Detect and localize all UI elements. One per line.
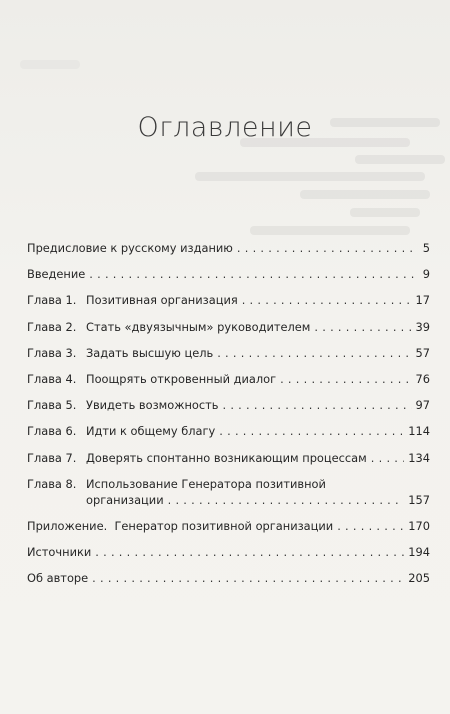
- dot-leader: [223, 397, 412, 413]
- toc-entry-body: [27, 266, 430, 282]
- toc-entry-body: [86, 345, 430, 361]
- toc-entry-page: 76: [415, 371, 430, 386]
- toc-entry-body: [86, 476, 430, 508]
- dot-leader: [168, 492, 405, 508]
- toc-entry-body: [86, 319, 430, 335]
- toc-entry-label: Глава 8.: [27, 476, 77, 491]
- toc-entry-chapter-7[interactable]: [27, 450, 430, 466]
- toc-entry-title: Поощрять откровенный диалог: [86, 371, 277, 386]
- toc-entry-label: Глава 7.: [27, 450, 77, 465]
- toc-entry-chapter-1[interactable]: [27, 292, 430, 308]
- dot-leader: [371, 450, 404, 466]
- toc-entry-body: [86, 292, 430, 308]
- toc-entry-page: 57: [415, 345, 430, 360]
- toc-entry-label: Глава 6.: [27, 424, 77, 439]
- toc-entry-preface[interactable]: [27, 240, 430, 256]
- toc-entry-body: [86, 397, 430, 413]
- toc-entry-label: Глава 1.: [27, 293, 77, 308]
- toc-entry-label: Глава 2.: [27, 319, 77, 334]
- toc-entry-page: 5: [422, 241, 430, 255]
- toc-entry-page: 134: [408, 450, 430, 465]
- toc-entry-title: Идти к общему благу: [86, 424, 216, 439]
- toc-entry-chapter-2[interactable]: [27, 319, 430, 335]
- toc-entry-body: [27, 544, 430, 560]
- toc-entry-sources[interactable]: [27, 544, 430, 560]
- dot-leader: [314, 319, 411, 335]
- toc-entry-title: Об авторе: [27, 571, 89, 586]
- toc-entry-page: 157: [408, 492, 430, 507]
- toc-entry-label: Глава 4.: [27, 371, 77, 386]
- toc-entry-title: Стать «двуязычным» руководителем: [86, 319, 311, 334]
- toc-entry-page: 205: [408, 571, 430, 586]
- dot-leader: [89, 266, 414, 282]
- toc-entry-body: [86, 371, 430, 387]
- toc-entry-appendix[interactable]: [27, 518, 430, 534]
- toc-entry-title: Предисловие к русскому изданию: [27, 241, 233, 255]
- dot-leader: [337, 518, 404, 534]
- toc-entry-title: Задать высшую цель: [86, 345, 214, 360]
- toc-entry-title-line-2: организации: [86, 492, 164, 507]
- dot-leader: [95, 544, 404, 560]
- toc-entry-about-author[interactable]: [27, 570, 430, 586]
- toc-entry-chapter-8[interactable]: [27, 476, 430, 508]
- dot-leader: [242, 292, 412, 308]
- toc-entry-page: 170: [408, 518, 430, 533]
- toc-entry-body: [27, 570, 430, 586]
- toc-entry-body: [27, 240, 430, 256]
- toc-entry-title: Позитивная организация: [86, 293, 238, 308]
- toc-entry-page: 39: [415, 319, 430, 334]
- toc-entry-title: Введение: [27, 267, 86, 282]
- dot-leader: [280, 371, 411, 387]
- toc-entry-chapter-4[interactable]: [27, 371, 430, 387]
- toc-entry-chapter-3[interactable]: [27, 345, 430, 361]
- toc-entry-body: [86, 450, 430, 466]
- toc-entry-introduction[interactable]: [27, 266, 430, 282]
- toc-entry-label: Глава 5.: [27, 398, 77, 413]
- toc-entry-title-line-1: Использование Генератора позитивной: [86, 476, 326, 491]
- toc-entry-page: 97: [415, 398, 430, 413]
- page-title: Оглавление: [137, 112, 313, 143]
- toc-entry-title: Доверять спонтанно возникающим процессам: [86, 450, 367, 465]
- dot-leader: [237, 240, 414, 256]
- dot-leader: [217, 345, 411, 361]
- toc-entry-page: 9: [422, 267, 430, 282]
- toc-entry-body: [27, 518, 430, 534]
- toc-entry-chapter-5[interactable]: [27, 397, 430, 413]
- toc-entry-label: Глава 3.: [27, 345, 77, 360]
- toc-entry-title: Источники: [27, 545, 92, 560]
- toc-entry-title: Увидеть возможность: [86, 398, 219, 413]
- dot-leader: [92, 570, 404, 586]
- toc-entry-chapter-6[interactable]: [27, 423, 430, 439]
- table-of-contents: [27, 240, 430, 596]
- toc-entry-page: 17: [415, 293, 430, 308]
- toc-entry-title: Приложение. Генератор позитивной организации: [27, 518, 334, 533]
- toc-entry-body: [86, 423, 430, 439]
- dot-leader: [219, 423, 404, 439]
- toc-entry-page: 194: [408, 545, 430, 560]
- toc-entry-page: 114: [408, 424, 430, 439]
